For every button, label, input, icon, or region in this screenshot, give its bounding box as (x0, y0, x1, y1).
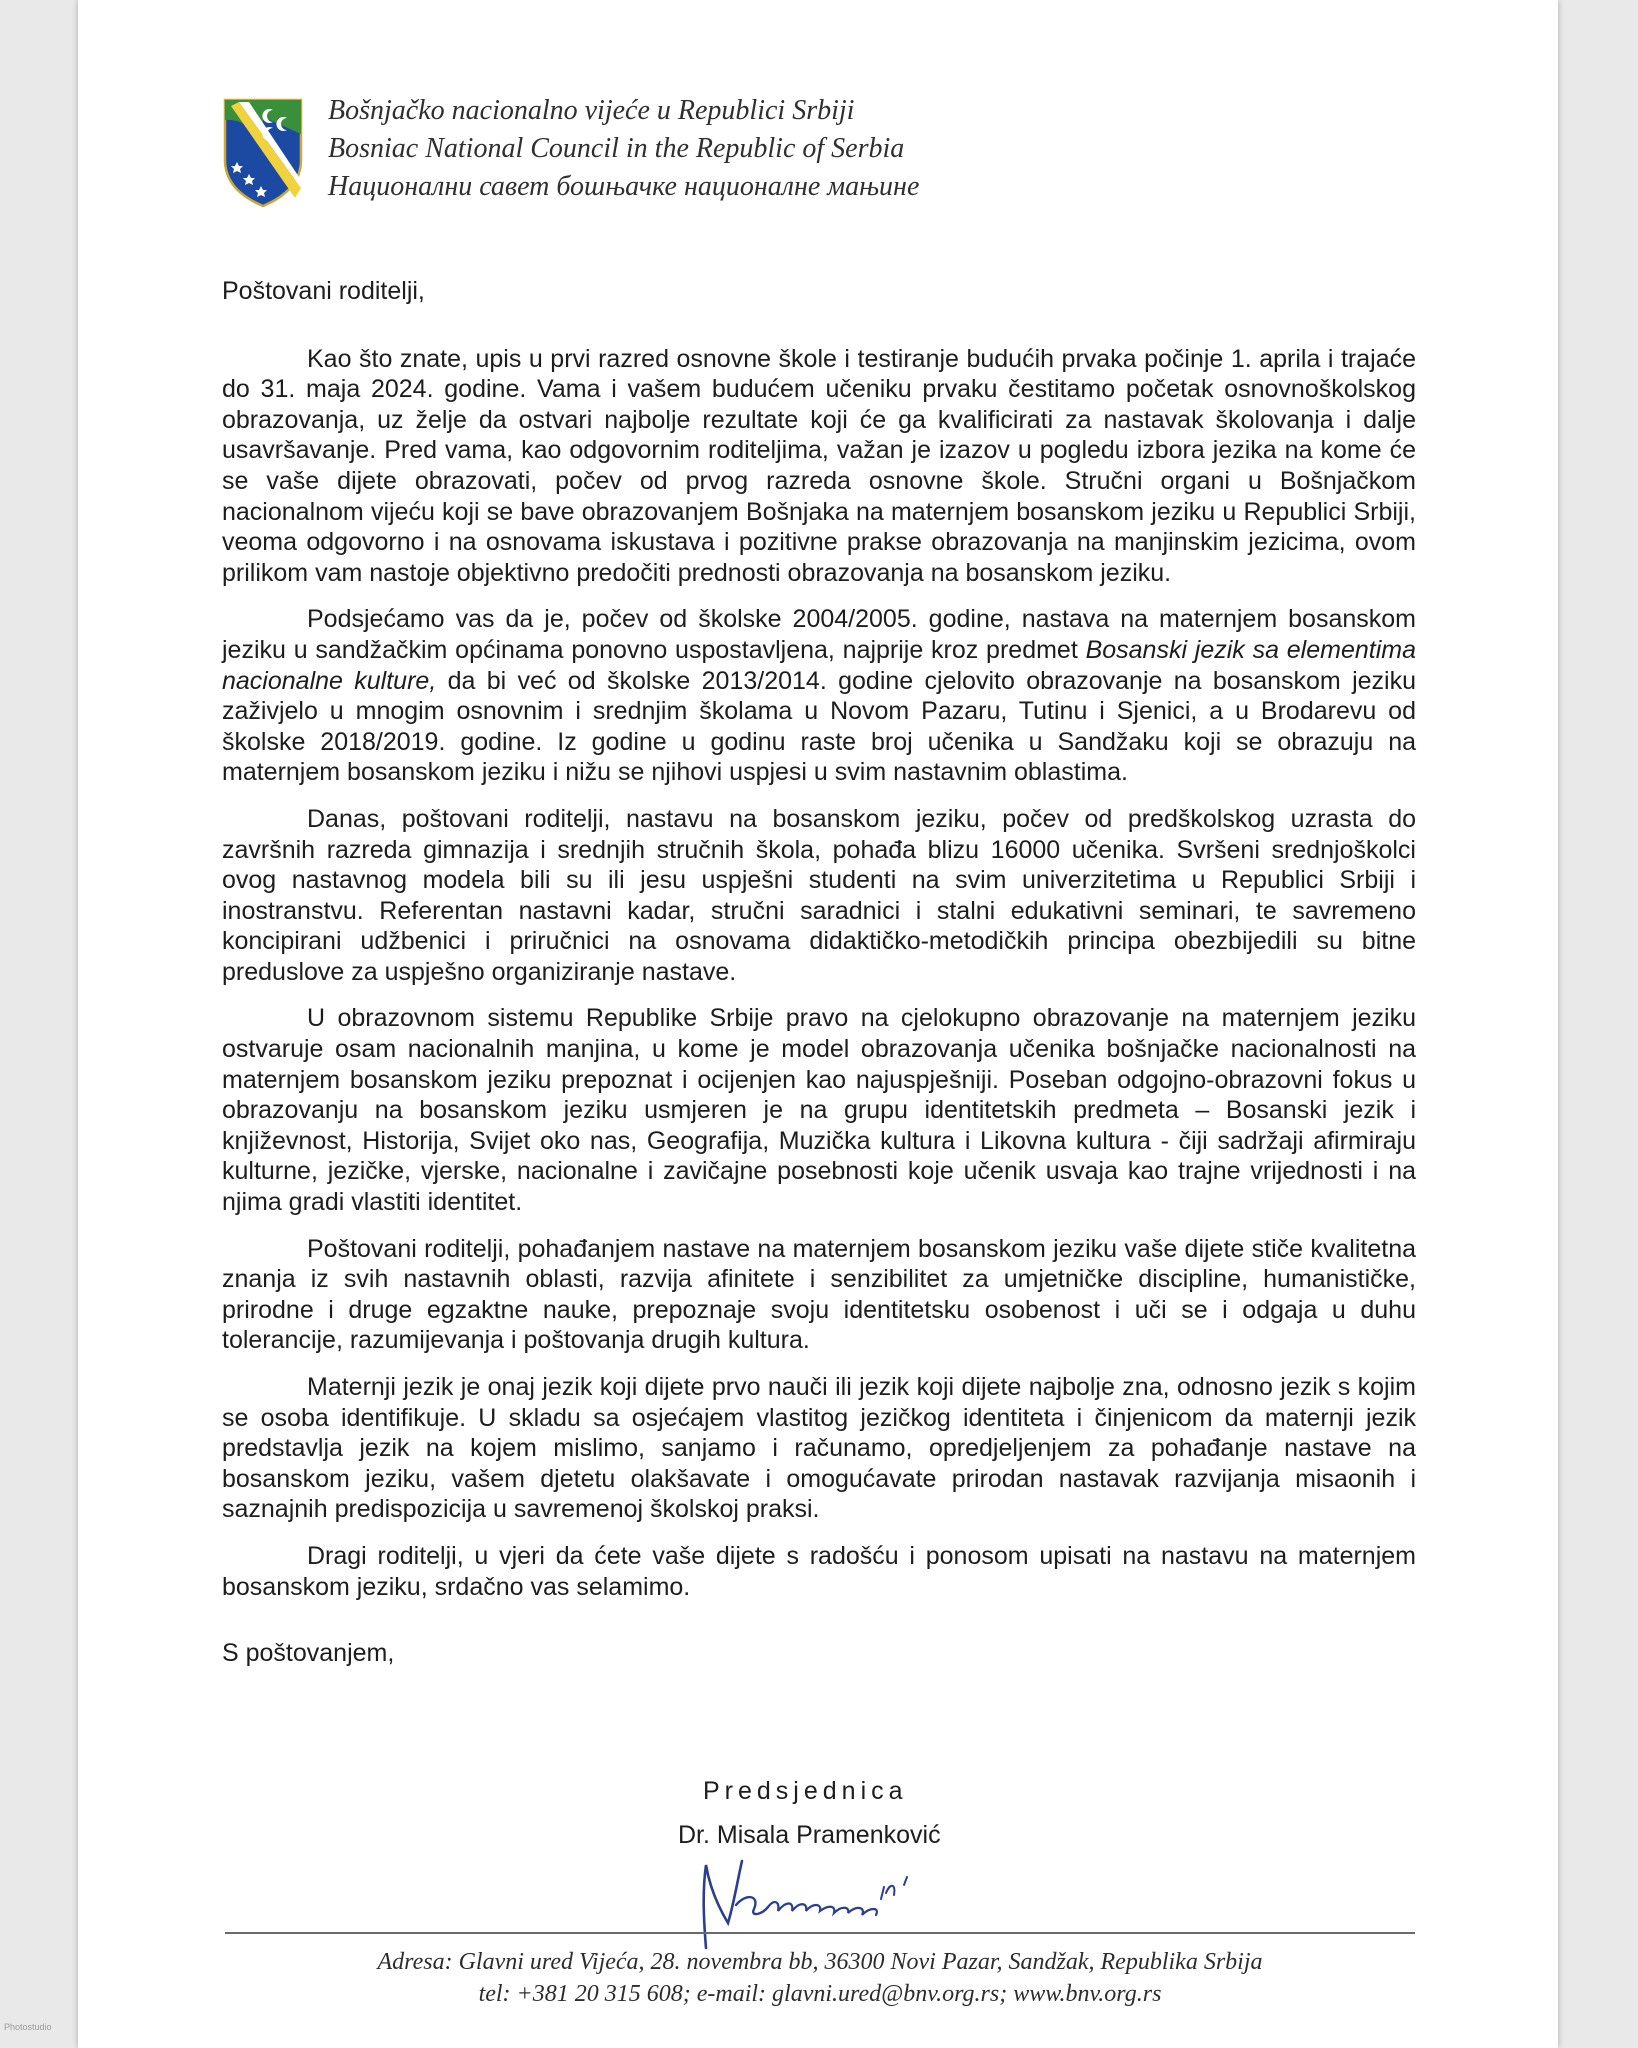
bnv-coat-of-arms-icon (223, 98, 303, 208)
org-name-block (328, 92, 1028, 206)
org-name-serbian: Национални савет бошњачке националне мањине (328, 171, 920, 202)
closing: S poštovanjem, (222, 1639, 395, 1668)
paragraph-1: Kao što znate, upis u prvi razred osnovne škole i testiranje budućih prvaka počinje 1. aprila i trajaće do 31. maja 2024. godine. Vama i vašem budućem učeniku prvaku čestitamo početak osnovnoškolskog obrazovanja, uz želje da ostvari najbolje rezultate koji će ga kvalificirati za nastavak školovanja i dalje usavršavanje. Pred vama, kao odgovornim roditeljima, važan je izazov u pogledu izbora jezika na kome će se vaše dijete obrazovati, počev od prvog razreda osnovne škole. Stručni organi u Bošnjačkom nacionalnom vijeću koji se bave obrazovanjem Bošnjaka na maternjem bosanskom jeziku u Republici Srbiji, veoma odgovorno i na osnovama iskustava i pozitivne prakse obrazovanja na manjinskim jezicima, ovom prilikom vam nastoje objektivno predočiti prednosti obrazovanja na bosanskom jeziku. (222, 344, 1416, 587)
footer (225, 1946, 1415, 2010)
paragraph-2-end: da bi već od školske 2013/2014. godine cjelovito obrazovanje na bosanskom jeziku zaživjelo u mnogim osnovnim i srednjim školama u Novom Pazaru, Tutinu i Sjenici, a u Brodarevu od školske 2018/2019. godine. Iz godine u godinu raste broj učenika u Sandžaku koji se obrazuju na maternjem bosanskom jeziku i nižu se njihovi uspjesi u svim nastavnim oblastima. (222, 666, 1416, 787)
watermark: Photostudio (4, 2022, 52, 2032)
signatory-name: Dr. Misala Pramenković (678, 1821, 941, 1849)
paragraph-7: Dragi roditelji, u vjeri da ćete vaše dijete s radošću i ponosom upisati na nastavu na maternjem bosanskom jeziku, srdačno vas selamimo. (222, 1541, 1416, 1601)
footer-address: Adresa: Glavni ured Vijeća, 28. novembra bb, 36300 Novi Pazar, Sandžak, Republika Srbija (377, 1949, 1263, 1975)
letter-page (78, 0, 1558, 2048)
paragraph-2-start: Podsjećamo vas da je, počev od školske 2004/2005. godine, nastava na maternjem bosanskom jeziku u sandžačkim općinama ponovno uspostavljena, najprije kroz predmet (222, 605, 1416, 664)
footer-contact: tel: +381 20 315 608; e-mail: glavni.ured@bnv.org.rs; www.bnv.org.rs (478, 1981, 1162, 2007)
paragraph-6: Maternji jezik je onaj jezik koji dijete prvo nauči ili jezik koji dijete najbolje zna, odnosno jezik s kojim se osoba identifikuje. U skladu sa osjećajem vlastitog jezičkog identiteta i činjenicom da maternji jezik predstavlja jezik na kojem mislimo, sanjamo i računamo, opredjeljenjem za pohađanje nastave na bosanskom jeziku, vašem djetetu olakšavate i omogućavate prirodan nastavak razvijanja misaonih i saznajnih predispozicija u savremenoj školskoj praksi. (222, 1373, 1416, 1524)
org-name-bosnian: Bošnjačko nacionalno vijeće u Republici Srbiji (328, 95, 855, 126)
paragraph-3: Danas, poštovani roditelji, nastavu na bosanskom jeziku, počev od predškolskog uzrasta do završnih razreda gimnazija i srednjih stručnih škola, pohađa blizu 16000 učenika. Svršeni srednjoškolci ovog nastavnog modela bili su ili jesu uspješni studenti na svim univerzitetima u Republici Srbiji i inostranstvu. Referentan nastavni kadar, stručni saradnici i stalni edukativni seminari, te savremeno koncipirani udžbenici i priručnici na osnovama didaktičko-metodičkih principa obezbijedili su bitne preduslove za uspješno organiziranje nastave. (222, 804, 1416, 986)
footer-divider (225, 1932, 1415, 1934)
org-name-english: Bosniac National Council in the Republic of Serbia (328, 133, 905, 164)
paragraph-5: Poštovani roditelji, pohađanjem nastave na maternjem bosanskom jeziku vaše dijete stiče kvalitetna znanja iz svih nastavnih oblasti, razvija afinitete i senzibilitet za umjetničke discipline, humanističke, prirodne i druge egzaktne nauke, prepoznaje svoju identitetsku osobenost i uči se i odgaja u duhu tolerancije, razumijevanja i poštovanja drugih kultura. (222, 1234, 1416, 1355)
handwritten-signature (676, 1843, 1016, 1951)
signatory-title: Predsjednica (703, 1777, 908, 1805)
salutation: Poštovani roditelji, (222, 277, 425, 305)
letter-body (222, 276, 1416, 1669)
paragraph-2 (222, 604, 1416, 788)
paragraph-4: U obrazovnom sistemu Republike Srbije pravo na cjelokupno obrazovanje na maternjem jeziku ostvaruje osam nacionalnih manjina, u kome je model obrazovanja učenika bošnjačke nacionalnosti na maternjem bosanskom jeziku prepoznat i ocijenjen kao najuspješniji. Poseban odgojno-obrazovni fokus u obrazovanju na bosanskom jeziku usmjeren je na grupu identitetskih predmeta – Bosanski jezik i književnost, Historija, Svijet oko nas, Geografija, Muzička kultura i Likovna kultura - čiji sadržaji afirmiraju kulturne, jezičke, vjerske, nacionalne i zavičajne posebnosti koje učenik usvaja kao trajne vrijednosti i na njima gradi vlastiti identitet. (222, 1004, 1416, 1217)
subject-name-italic: Bosanski jezik sa elementima nacionalne kulture, (222, 635, 1416, 695)
